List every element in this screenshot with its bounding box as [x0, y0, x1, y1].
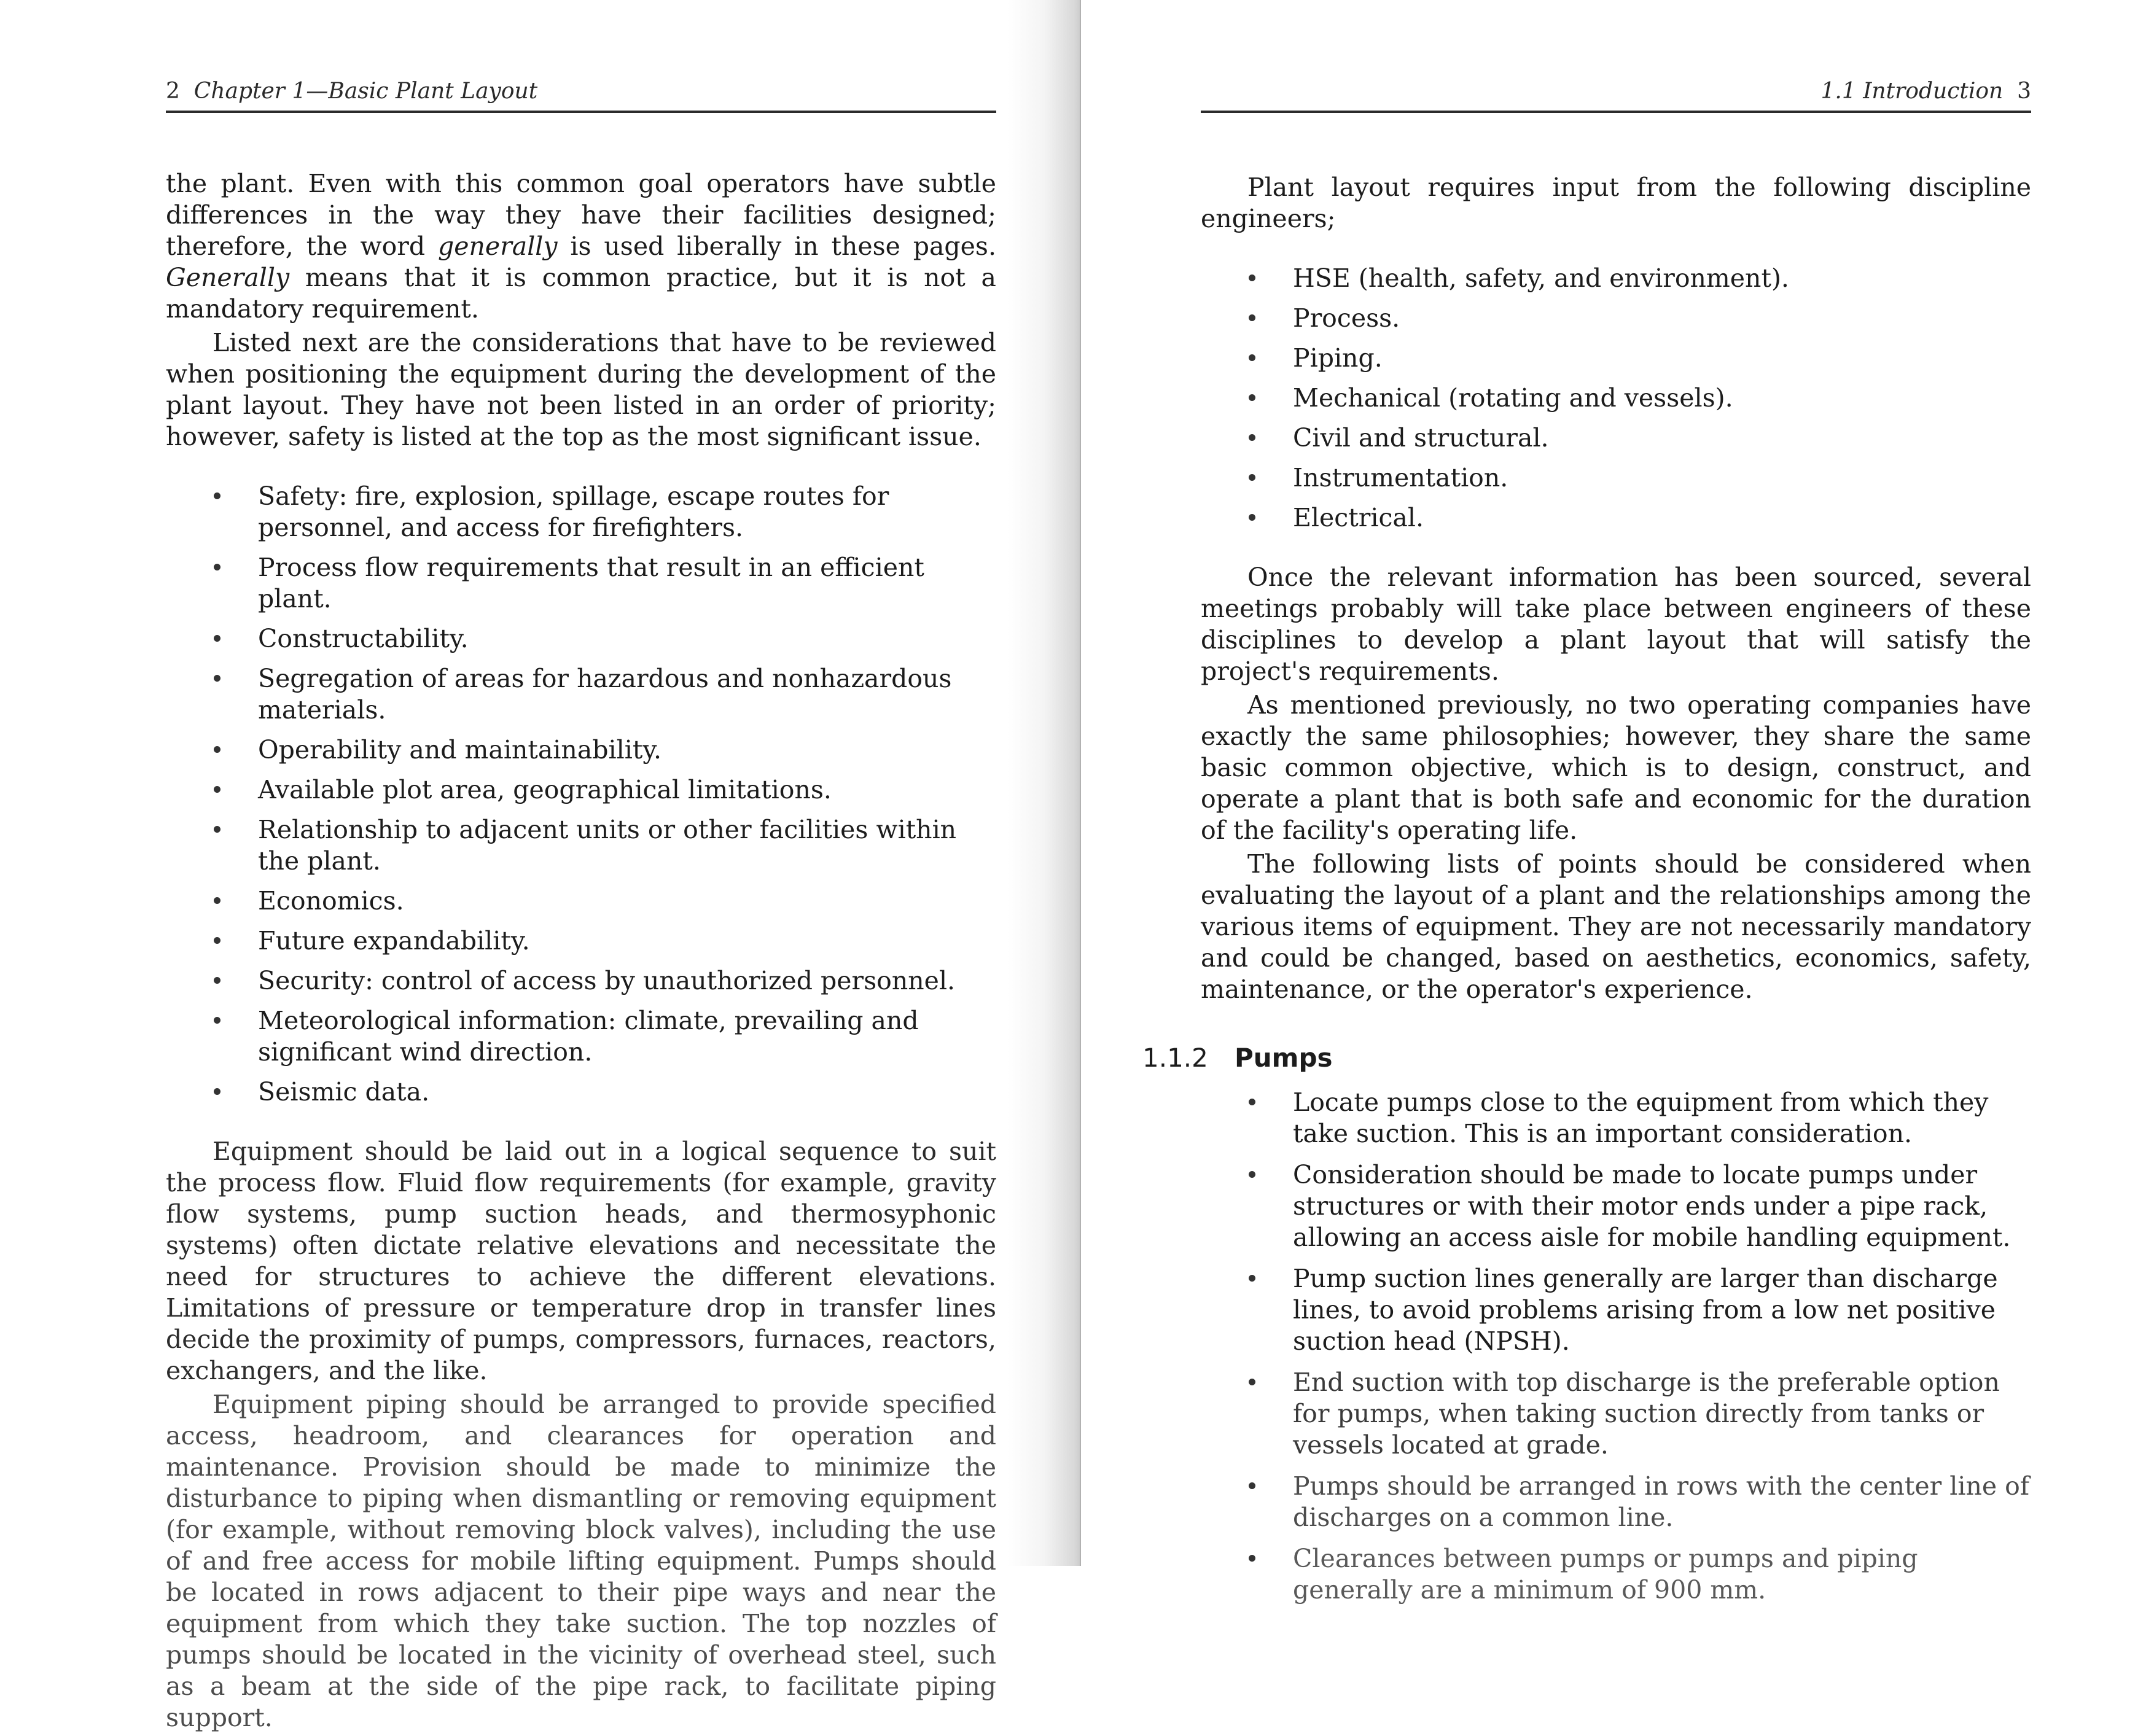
section-title: Pumps	[1235, 1043, 1333, 1073]
list-item: Locate pumps close to the equipment from which they take suction. This is an important consideration.	[1201, 1087, 2031, 1150]
list-item: Safety: fire, explosion, spillage, escape routes for personnel, and access for firefighters.	[166, 481, 996, 543]
left-paragraph-2: Listed next are the considerations that have to be reviewed when positioning the equipment during the development of the plant layout. They have not been listed in an order of priority; however, safety is listed at the top as the most significant issue.	[166, 328, 996, 451]
bullet-icon	[1249, 1379, 1255, 1385]
considerations-list	[166, 481, 996, 1108]
list-item: Meteorological information: climate, prevailing and significant wind direction.	[166, 1005, 996, 1068]
bullet-icon	[1249, 434, 1255, 441]
disciplines-list	[1201, 263, 2031, 534]
list-item: Security: control of access by unauthorized personnel.	[166, 965, 996, 997]
list-item: Pumps should be arranged in rows with the center line of discharges on a common line.	[1201, 1471, 2031, 1533]
bullet-icon	[214, 897, 220, 904]
bullet-icon	[214, 826, 220, 833]
list-item: Constructability.	[166, 623, 996, 655]
list-item: Electrical.	[1201, 502, 2031, 534]
list-item: Mechanical (rotating and vessels).	[1201, 383, 2031, 414]
bullet-icon	[1249, 1555, 1255, 1562]
bullet-icon	[1249, 1099, 1255, 1105]
list-item: HSE (health, safety, and environment).	[1201, 263, 2031, 294]
bullet-icon	[214, 635, 220, 642]
list-item: Available plot area, geographical limitations.	[166, 774, 996, 806]
right-running-head	[1201, 79, 2031, 113]
list-item: Clearances between pumps or pumps and piping generally are a minimum of 900 mm.	[1201, 1543, 2031, 1606]
list-item: Operability and maintainability.	[166, 734, 996, 766]
bullet-icon	[214, 977, 220, 984]
left-chapter-title: Chapter 1—Basic Plant Layout	[193, 79, 538, 104]
list-item: Civil and structural.	[1201, 422, 2031, 454]
bullet-icon	[1249, 1482, 1255, 1489]
right-paragraph-2: As mentioned previously, no two operating companies have exactly the same philosophies; however, they share the same basic common objective, which is to design, construct, and operate a plant that is both safe and economic for the duration of the facility's operating life.	[1201, 690, 2031, 845]
right-paragraph-3: The following lists of points should be considered when evaluating the layout of a plant and the relationships among the various items of equipment. They are not necessarily mandatory and could be changed, based on aesthetics, economics, safety, maintenance, or the operator's experience.	[1201, 849, 2031, 1004]
section-heading	[1142, 1042, 1973, 1073]
list-item: Segregation of areas for hazardous and nonhazardous materials.	[166, 663, 996, 726]
bullet-icon	[1249, 394, 1255, 401]
bullet-icon	[214, 1088, 220, 1095]
bullet-icon	[1249, 274, 1255, 281]
list-item: Process.	[1201, 303, 2031, 334]
bullet-icon	[1249, 354, 1255, 361]
left-running-head	[166, 79, 996, 113]
bullet-icon	[214, 786, 220, 793]
bullet-icon	[214, 1017, 220, 1024]
right-section-title: 1.1 Introduction	[1820, 79, 2004, 104]
bullet-icon	[214, 746, 220, 753]
right-page	[1081, 0, 2154, 1605]
right-intro: Plant layout requires input from the following discipline engineers;	[1201, 173, 2031, 233]
list-item: Consideration should be made to locate pumps under structures or with their motor ends under a pipe rack, allowing an access aisle for mobile handling equipment.	[1201, 1159, 2031, 1253]
bullet-icon	[1249, 314, 1255, 321]
left-paragraph-4: Equipment piping should be arranged to provide specified access, headroom, and clearances for operation and maintenance. Provision should be made to minimize the disturbance to piping when dismantling or removing equipment (for example, without removing block valves), including the use of and free access for mobile lifting equipment. Pumps should be located in rows adjacent to their pipe ways and near the equipment from which they take suction. The top nozzles of pumps should be located in the vicinity of overhead steel, such as a beam at the side of the pipe rack, to facilitate piping support.	[166, 1390, 996, 1732]
list-item: Instrumentation.	[1201, 462, 2031, 494]
bullet-icon	[214, 675, 220, 682]
list-item: Process flow requirements that result in an efficient plant.	[166, 552, 996, 615]
right-text-column	[1142, 172, 2031, 1634]
list-item: End suction with top discharge is the preferable option for pumps, when taking suction directly from tanks or vessels located at grade.	[1201, 1367, 2031, 1461]
list-item: Future expandability.	[166, 925, 996, 957]
bullet-icon	[214, 492, 220, 499]
list-item: Pump suction lines generally are larger than discharge lines, to avoid problems arising from a low net positive suction head (NPSH).	[1201, 1263, 2031, 1357]
pumps-list	[1201, 1087, 2031, 1606]
right-page-number: 3	[2017, 79, 2031, 104]
left-paragraph-1: the plant. Even with this common goal operators have subtle differences in the way they have their facilities designed; therefore, the word generally is used liberally in these pages. Generally means that it is common practice, but it is not a mandatory requirement.	[166, 169, 996, 324]
left-page-number: 2	[166, 79, 180, 104]
bullet-icon	[1249, 1171, 1255, 1178]
left-text-column	[166, 168, 996, 1736]
bullet-icon	[1249, 474, 1255, 481]
section-number: 1.1.2	[1142, 1043, 1208, 1073]
right-paragraph-1: Once the relevant information has been sourced, several meetings probably will take place between engineers of these disciplines to develop a plant layout that will satisfy the project's requirements.	[1201, 562, 2031, 686]
list-item: Economics.	[166, 886, 996, 917]
left-paragraph-3: Equipment should be laid out in a logical sequence to suit the process flow. Fluid flow requirements (for example, gravity flow systems, pump suction heads, and thermosyphonic systems) often dictate relative elevations and necessitate the need for structures to achieve the different elevations. Limitations of pressure or temperature drop in transfer lines decide the proximity of pumps, compressors, furnaces, reactors, exchangers, and the like.	[166, 1137, 996, 1385]
list-item: Seismic data.	[166, 1076, 996, 1108]
left-page	[0, 0, 1050, 1732]
bullet-icon	[214, 937, 220, 944]
bullet-icon	[214, 564, 220, 570]
bullet-icon	[1249, 514, 1255, 521]
list-item: Relationship to adjacent units or other facilities within the plant.	[166, 814, 996, 877]
bullet-icon	[1249, 1275, 1255, 1282]
list-item: Piping.	[1201, 343, 2031, 374]
